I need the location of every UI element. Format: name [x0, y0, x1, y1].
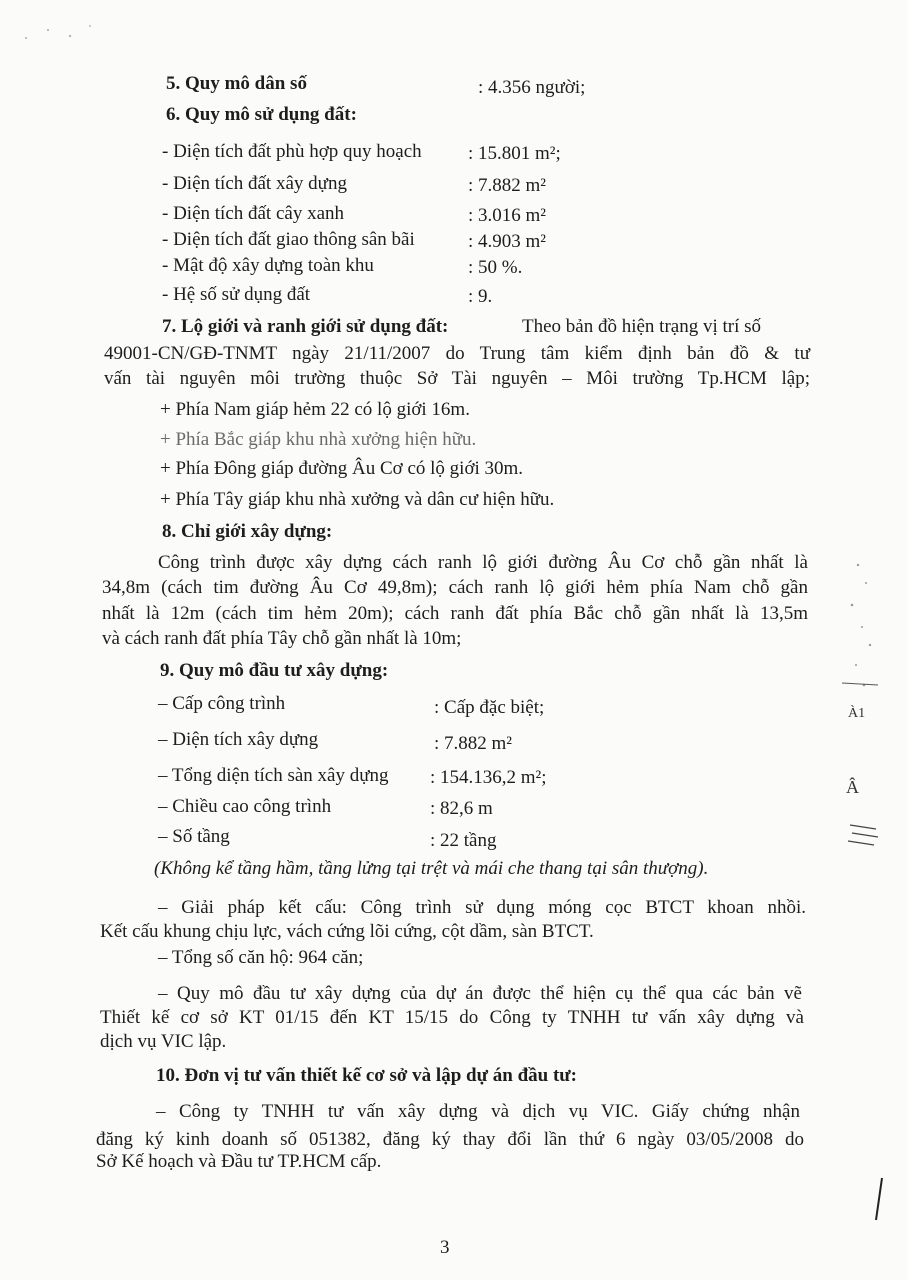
item6-row-value: : 3.016 m² — [468, 205, 547, 226]
item8-line: Công trình được xây dựng cách ranh lộ giới đường Âu Cơ chỗ gần nhất là — [158, 552, 808, 573]
item9-scope-3: dịch vụ VIC lập. — [100, 1031, 227, 1052]
item9-row-value: : 22 tầng — [430, 830, 497, 851]
item6-row-label: - Diện tích đất cây xanh — [162, 203, 345, 224]
item6-row-value: : 15.801 m²; — [468, 143, 561, 164]
item6-row-label: - Diện tích đất giao thông sân bãi — [162, 229, 415, 250]
item9-scope-2: Thiết kế cơ sở KT 01/15 đến KT 15/15 do Công ty TNHH tư vấn xây dựng và — [100, 1007, 804, 1028]
item7-bullet: + Phía Bắc giáp khu nhà xưởng hiện hữu. — [160, 429, 477, 450]
item9-row-label: – Tổng diện tích sàn xây dựng — [158, 765, 389, 786]
item8-heading: 8. Chỉ giới xây dựng: — [162, 521, 333, 542]
item7-line3: vấn tài nguyên môi trường thuộc Sở Tài nguyên – Môi trường Tp.HCM lập; — [104, 368, 810, 389]
item9-row-value: : 82,6 m — [430, 798, 493, 819]
item9-row-value: : Cấp đặc biệt; — [434, 697, 545, 718]
item9-row-value: : 7.882 m² — [434, 733, 513, 754]
corner-scan-specks-icon — [18, 20, 108, 50]
item10-line3: Sở Kế hoạch và Đầu tư TP.HCM cấp. — [96, 1151, 382, 1172]
item7-line2: 49001-CN/GĐ-TNMT ngày 21/11/2007 do Trung tâm kiểm định bản đồ & tư — [104, 343, 810, 364]
item9-structure-1: – Giải pháp kết cấu: Công trình sử dụng móng cọc BTCT khoan nhồi. — [158, 897, 806, 918]
margin-pen-mark-icon — [872, 1176, 886, 1222]
item9-note: (Không kể tầng hầm, tầng lửng tại trệt và mái che thang tại sân thượng). — [154, 858, 709, 879]
item6-row-label: - Diện tích đất phù hợp quy hoạch — [162, 141, 422, 162]
item8-line: và cách ranh đất phía Tây chỗ gần nhất là 10m; — [102, 628, 462, 649]
item8-line: nhất là 12m (cách tim hẻm 20m); cách ranh đất phía Bắc chỗ gần nhất là 13,5m — [102, 603, 808, 624]
item7-bullet: + Phía Đông giáp đường Âu Cơ có lộ giới 30m. — [160, 458, 524, 479]
item9-row-label: – Chiều cao công trình — [158, 796, 332, 817]
item6-row-label: - Mật độ xây dựng toàn khu — [162, 255, 374, 276]
item10-line1: – Công ty TNHH tư vấn xây dựng và dịch vụ VIC. Giấy chứng nhận — [156, 1101, 800, 1122]
item7-bullet: + Phía Nam giáp hẻm 22 có lộ giới 16m. — [160, 399, 470, 420]
page-number: 3 — [440, 1237, 450, 1258]
item8-line: 34,8m (cách tim đường Âu Cơ 49,8m); cách ranh lộ giới hẻm phía Nam chỗ gần — [102, 577, 808, 598]
margin-stamp-mark: Â — [846, 777, 859, 797]
item6-heading: 6. Quy mô sử dụng đất: — [166, 104, 357, 125]
item10-line2: đăng ký kinh doanh số 051382, đăng ký thay đổi lần thứ 6 ngày 03/05/2008 do — [96, 1129, 804, 1150]
item9-scope-1: – Quy mô đầu tư xây dựng của dự án được thể hiện cụ thể qua các bản vẽ — [158, 983, 802, 1004]
item6-row-value: : 4.903 m² — [468, 231, 547, 252]
stamp-fragment-icon — [838, 535, 883, 865]
item6-row-value: : 9. — [468, 286, 493, 307]
item6-row-label: - Diện tích đất xây dựng — [162, 173, 347, 194]
margin-stamp-mark: À1 — [848, 706, 866, 721]
item9-row-label: – Số tầng — [158, 826, 230, 847]
item5-value: : 4.356 người; — [478, 77, 586, 98]
item9-apartments: – Tổng số căn hộ: 964 căn; — [158, 947, 364, 968]
item9-heading: 9. Quy mô đầu tư xây dựng: — [160, 660, 389, 681]
item9-row-label: – Cấp công trình — [158, 693, 286, 714]
item5-heading: 5. Quy mô dân số — [166, 73, 307, 94]
item6-row-value: : 7.882 m² — [468, 175, 547, 196]
item6-row-label: - Hệ số sử dụng đất — [162, 284, 311, 305]
item9-row-label: – Diện tích xây dựng — [158, 729, 319, 750]
item10-heading: 10. Đơn vị tư vấn thiết kế cơ sở và lập dự án đầu tư: — [156, 1065, 578, 1086]
item9-structure-2: Kết cấu khung chịu lực, vách cứng lõi cứng, cột dầm, sàn BTCT. — [100, 921, 594, 942]
item7-bullet: + Phía Tây giáp khu nhà xưởng và dân cư hiện hữu. — [160, 489, 555, 510]
item7-heading: 7. Lộ giới và ranh giới sử dụng đất: — [162, 316, 449, 337]
item9-row-value: : 154.136,2 m²; — [430, 767, 547, 788]
item6-row-value: : 50 %. — [468, 257, 523, 278]
item7-line1-text: Theo bản đồ hiện trạng vị trí số — [522, 316, 762, 337]
